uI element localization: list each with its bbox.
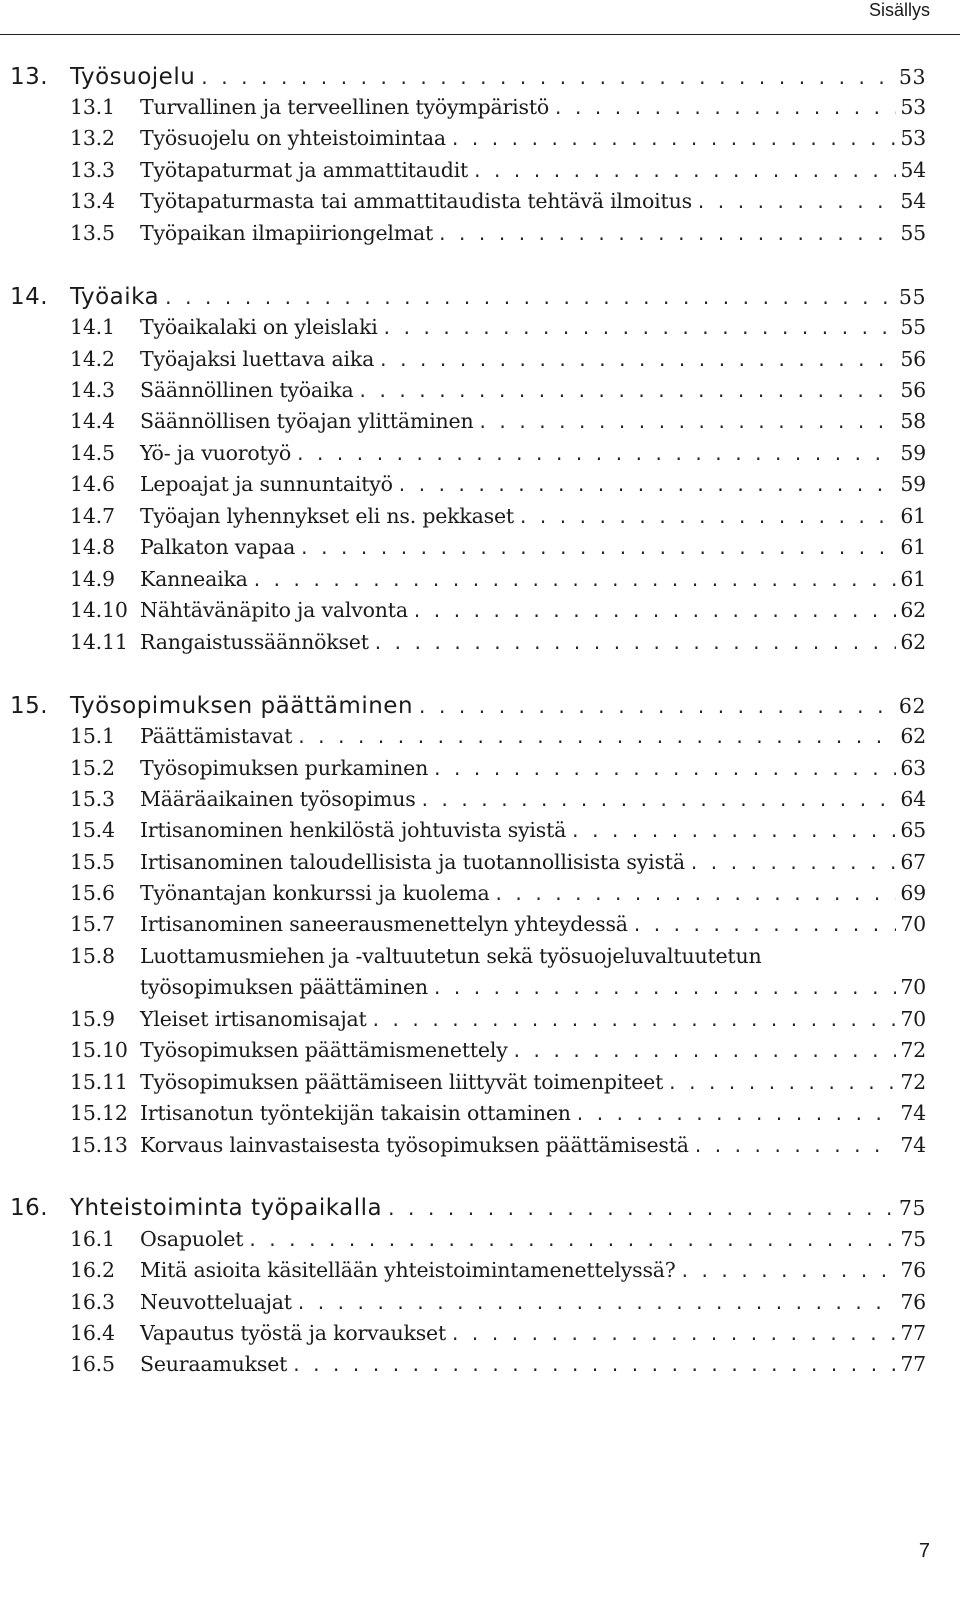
- leader-dots: [393, 472, 897, 496]
- toc-entry-page: 74: [900, 1133, 926, 1157]
- toc-entry-number: 15.13: [70, 1133, 128, 1157]
- toc-entry[interactable]: [10, 221, 926, 253]
- toc-entry-title: Seuraamukset: [140, 1352, 288, 1376]
- leader-dots: [446, 1321, 896, 1345]
- leader-dots: [378, 315, 897, 339]
- toc-entry-number: 14.: [10, 284, 49, 310]
- leader-dots: [195, 65, 895, 89]
- toc-entry-number: 14.9: [70, 567, 115, 591]
- toc-entry-title: Työnantajan konkurssi ja kuolema: [140, 881, 490, 905]
- toc-entry-title: Irtisanominen taloudellisista ja tuotannollisista syistä: [140, 850, 685, 874]
- page-number: 7: [918, 1540, 930, 1562]
- leader-dots: [287, 1352, 896, 1376]
- toc-entry-number: 13.4: [70, 189, 115, 213]
- toc-entry[interactable]: [10, 189, 926, 221]
- toc-entry[interactable]: [10, 1038, 926, 1070]
- toc-entry[interactable]: [10, 1133, 926, 1165]
- toc-entry-title: Korvaus lainvastaisesta työsopimuksen päättämisestä: [140, 1133, 689, 1157]
- toc-entry-title: Työajan lyhennykset eli ns. pekkaset: [140, 504, 514, 528]
- leader-dots: [292, 724, 896, 748]
- toc-entry-title: Säännöllinen työaika: [140, 378, 354, 402]
- toc-entry-continuation[interactable]: [10, 975, 926, 1007]
- leader-dots: [692, 189, 896, 213]
- toc-entry[interactable]: [10, 1321, 926, 1353]
- leader-dots: [566, 818, 896, 842]
- toc-chapter[interactable]: [10, 64, 926, 96]
- toc-entry-title: Irtisanominen saneerausmenettelyn yhteydessä: [140, 912, 628, 936]
- toc-entry-page: 75: [900, 1227, 926, 1251]
- leader-dots: [433, 221, 896, 245]
- leader-dots: [369, 630, 897, 654]
- toc-entry-page: 76: [900, 1290, 926, 1314]
- toc-entry-title: Nähtävänäpito ja valvonta: [140, 598, 408, 622]
- toc-entry-title: Työtapaturmat ja ammattitaudit: [140, 158, 469, 182]
- toc-entry-title: Työsopimuksen päättämiseen liittyvät toimenpiteet: [140, 1070, 664, 1094]
- leader-dots: [676, 1258, 897, 1282]
- toc-entry-number: 15.12: [70, 1101, 128, 1125]
- toc-entry-title: Vapautus työstä ja korvaukset: [140, 1321, 447, 1345]
- leader-dots: [292, 1290, 897, 1314]
- toc-entry-number: 13.5: [70, 221, 115, 245]
- toc-entry[interactable]: [10, 787, 926, 819]
- leader-dots: [159, 285, 895, 309]
- toc-entry-title: Työsuojelu on yhteistoimintaa: [140, 126, 446, 150]
- toc-entry-page: 56: [900, 378, 926, 402]
- toc-entry-title: Neuvotteluajat: [140, 1290, 292, 1314]
- toc-entry-page: 55: [900, 221, 926, 245]
- toc-entry-number: 14.8: [70, 535, 115, 559]
- toc-entry-number: 14.6: [70, 472, 115, 496]
- leader-dots: [295, 535, 896, 559]
- toc-entry-number: 16.5: [70, 1352, 115, 1376]
- toc-entry-number: 15.2: [70, 756, 115, 780]
- toc-entry-title: Päättämistavat: [140, 724, 293, 748]
- toc-entry[interactable]: [10, 850, 926, 882]
- toc-entry-title: Rangaistussäännökset: [140, 630, 369, 654]
- toc-entry-number: 14.2: [70, 347, 115, 371]
- toc-entry-title: Luottamusmiehen ja -valtuutetun sekä työsuojeluvaltuutetun: [140, 944, 762, 968]
- toc-entry-number: 14.10: [70, 598, 128, 622]
- toc-entry-page: 53: [898, 65, 926, 89]
- toc-entry[interactable]: [10, 1352, 926, 1384]
- leader-dots: [508, 1038, 897, 1062]
- toc-entry-page: 53: [900, 95, 926, 119]
- toc-entry-number: 15.4: [70, 818, 115, 842]
- leader-dots: [549, 95, 896, 119]
- toc-entry-number: 16.4: [70, 1321, 115, 1345]
- toc-entry[interactable]: [10, 441, 926, 473]
- toc-entry[interactable]: [10, 1007, 926, 1039]
- toc-entry[interactable]: [10, 1258, 926, 1290]
- toc-entry-number: 14.1: [70, 315, 115, 339]
- toc-entry[interactable]: [10, 95, 926, 127]
- toc-entry-number: 14.5: [70, 441, 115, 465]
- toc-entry-page: 67: [900, 850, 926, 874]
- toc-entry[interactable]: [10, 409, 926, 441]
- toc-entry-title: Irtisanominen henkilöstä johtuvista syistä: [140, 818, 567, 842]
- leader-dots: [428, 756, 896, 780]
- toc-entry[interactable]: [10, 535, 926, 567]
- toc-entry-page: 69: [900, 881, 926, 905]
- header-rule: [0, 34, 960, 35]
- toc-entry-page: 62: [900, 724, 926, 748]
- toc-entry-title: Työaikalaki on yleislaki: [140, 315, 378, 339]
- toc-entry-number: 15.9: [70, 1007, 115, 1031]
- toc-chapter[interactable]: [10, 693, 926, 725]
- toc-entry-title: Työtapaturmasta tai ammattitaudista tehtävä ilmoitus: [140, 189, 692, 213]
- leader-dots: [628, 912, 897, 936]
- toc-entry-title-continued: työsopimuksen päättäminen: [140, 975, 428, 999]
- toc-entry[interactable]: [10, 158, 926, 190]
- toc-entry-title: Yleiset irtisanomisajat: [140, 1007, 367, 1031]
- leader-dots: [413, 694, 895, 718]
- toc-entry-number: 15.6: [70, 881, 115, 905]
- leader-dots: [571, 1101, 897, 1125]
- leader-dots: [416, 787, 897, 811]
- toc-entry-title: Työajaksi luettava aika: [140, 347, 375, 371]
- toc-entry-number: 16.1: [70, 1227, 115, 1251]
- toc-entry[interactable]: [10, 630, 926, 662]
- leader-dots: [367, 1007, 897, 1031]
- toc-entry[interactable]: [10, 944, 926, 976]
- leader-dots: [468, 158, 896, 182]
- toc-entry[interactable]: [10, 347, 926, 379]
- toc-entry-page: 54: [900, 189, 926, 213]
- toc-entry-title: Palkaton vapaa: [140, 535, 296, 559]
- toc-entry-page: 62: [898, 694, 926, 718]
- toc-entry[interactable]: [10, 1101, 926, 1133]
- toc-entry-number: 15.8: [70, 944, 115, 968]
- toc-entry-page: 56: [900, 347, 926, 371]
- toc-entry-title: Säännöllisen työajan ylittäminen: [140, 409, 474, 433]
- leader-dots: [291, 441, 896, 465]
- toc-entry[interactable]: [10, 472, 926, 504]
- toc-entry-number: 15.1: [70, 724, 115, 748]
- toc-entry[interactable]: [10, 315, 926, 347]
- toc-entry-title: Työsuojelu: [70, 64, 196, 90]
- toc-entry-page: 61: [900, 504, 926, 528]
- toc-entry-title: Yhteistoiminta työpaikalla: [70, 1195, 383, 1221]
- leader-dots: [446, 126, 896, 150]
- toc-entry-number: 13.2: [70, 126, 115, 150]
- leader-dots: [428, 975, 896, 999]
- toc-entry-number: 13.: [10, 64, 49, 90]
- toc-entry-title: Työpaikan ilmapiiriongelmat: [140, 221, 434, 245]
- toc-entry-page: 70: [900, 1007, 926, 1031]
- toc-entry-title: Työsopimuksen päättämismenettely: [140, 1038, 508, 1062]
- toc-entry[interactable]: [10, 567, 926, 599]
- toc-entry[interactable]: [10, 1070, 926, 1102]
- toc-entry[interactable]: [10, 881, 926, 913]
- toc-entry-number: 15.5: [70, 850, 115, 874]
- toc-entry-page: 55: [898, 285, 926, 309]
- toc-entry-page: 61: [900, 567, 926, 591]
- toc-entry-page: 59: [900, 441, 926, 465]
- toc-entry-number: 14.3: [70, 378, 115, 402]
- toc-entry-page: 58: [900, 409, 926, 433]
- leader-dots: [248, 567, 897, 591]
- toc-entry-number: 16.3: [70, 1290, 115, 1314]
- toc-entry-page: 53: [900, 126, 926, 150]
- leader-dots: [374, 347, 896, 371]
- toc-entry[interactable]: [10, 1227, 926, 1259]
- toc-entry-page: 75: [898, 1196, 926, 1220]
- leader-dots: [685, 850, 896, 874]
- toc-entry-number: 14.7: [70, 504, 115, 528]
- toc-entry[interactable]: [10, 756, 926, 788]
- toc-entry-number: 13.3: [70, 158, 115, 182]
- toc-chapter[interactable]: [10, 284, 926, 316]
- toc-entry-title: Työsopimuksen purkaminen: [140, 756, 429, 780]
- toc-entry-page: 55: [900, 315, 926, 339]
- toc-entry-page: 77: [900, 1352, 926, 1376]
- toc-entry-page: 62: [900, 630, 926, 654]
- toc-entry-title: Työsopimuksen päättäminen: [70, 693, 414, 719]
- toc-entry-number: 16.: [10, 1195, 49, 1221]
- toc-entry-title: Työaika: [70, 284, 160, 310]
- toc-entry-page: 59: [900, 472, 926, 496]
- leader-dots: [382, 1196, 895, 1220]
- toc-entry-title: Irtisanotun työntekijän takaisin ottaminen: [140, 1101, 571, 1125]
- leader-dots: [354, 378, 897, 402]
- toc-entry-page: 54: [900, 158, 926, 182]
- toc-entry-number: 15.3: [70, 787, 115, 811]
- leader-dots: [408, 598, 896, 622]
- toc-entry-title: Määräaikainen työsopimus: [140, 787, 416, 811]
- toc-entry[interactable]: [10, 724, 926, 756]
- toc-entry-title: Turvallinen ja terveellinen työympäristö: [140, 95, 550, 119]
- toc-entry[interactable]: [10, 126, 926, 158]
- toc-entry-page: 61: [900, 535, 926, 559]
- leader-dots: [663, 1070, 896, 1094]
- toc-entry[interactable]: [10, 504, 926, 536]
- toc-entry-number: 15.7: [70, 912, 115, 936]
- toc-entry-number: 16.2: [70, 1258, 115, 1282]
- toc-entry-page: 77: [900, 1321, 926, 1345]
- toc-entry-page: 63: [900, 756, 926, 780]
- toc-entry-title: Mitä asioita käsitellään yhteistoimintamenettelyssä?: [140, 1258, 676, 1282]
- toc-entry-page: 64: [900, 787, 926, 811]
- toc-entry-page: 70: [900, 912, 926, 936]
- toc-entry-title: Osapuolet: [140, 1227, 244, 1251]
- leader-dots: [243, 1227, 896, 1251]
- toc-entry-page: 72: [900, 1038, 926, 1062]
- toc-entry-page: 74: [900, 1101, 926, 1125]
- toc-entry-number: 15.10: [70, 1038, 128, 1062]
- toc-entry-title: Yö- ja vuorotyö: [140, 441, 292, 465]
- toc-entry-number: 15.: [10, 693, 49, 719]
- toc-chapter[interactable]: [10, 1195, 926, 1227]
- section-title: Sisällys: [868, 0, 930, 20]
- toc-entry-number: 14.11: [70, 630, 128, 654]
- toc-entry[interactable]: [10, 598, 926, 630]
- toc-entry-page: 76: [900, 1258, 926, 1282]
- leader-dots: [689, 1133, 897, 1157]
- toc-entry-page: 72: [900, 1070, 926, 1094]
- toc-entry-page: 70: [900, 975, 926, 999]
- toc-entry[interactable]: [10, 818, 926, 850]
- toc-entry[interactable]: [10, 912, 926, 944]
- leader-dots: [490, 881, 897, 905]
- toc-entry-title: Kanneaika: [140, 567, 248, 591]
- toc-entry-title: Lepoajat ja sunnuntaityö: [140, 472, 393, 496]
- leader-dots: [473, 409, 896, 433]
- leader-dots: [514, 504, 896, 528]
- toc-entry[interactable]: [10, 1290, 926, 1322]
- toc-entry-number: 15.11: [70, 1070, 128, 1094]
- toc-entry-number: 14.4: [70, 409, 115, 433]
- toc-entry-page: 62: [900, 598, 926, 622]
- toc-entry-number: 13.1: [70, 95, 115, 119]
- toc-entry-page: 65: [900, 818, 926, 842]
- toc-entry[interactable]: [10, 378, 926, 410]
